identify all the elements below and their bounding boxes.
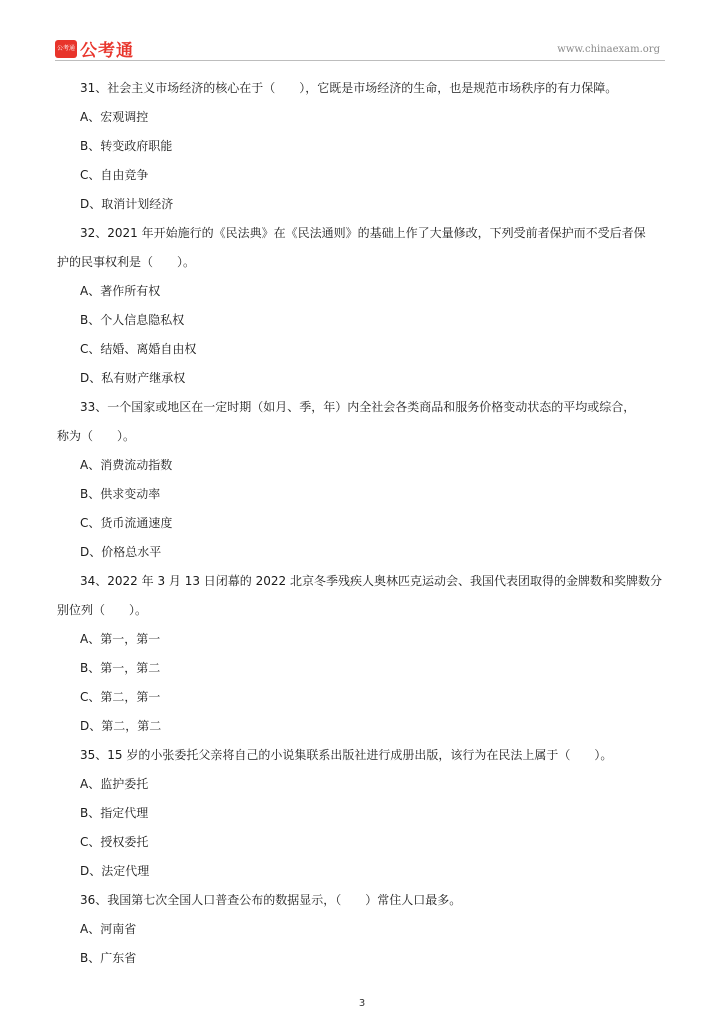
question-item bbox=[80, 886, 670, 973]
answer-option: C、授权委托 bbox=[80, 835, 149, 849]
answer-option: A、第一，第一 bbox=[80, 632, 161, 646]
answer-option: C、结婚、离婚自由权 bbox=[80, 342, 197, 356]
header-divider bbox=[55, 60, 665, 61]
answer-option: D、第二，第二 bbox=[80, 719, 162, 733]
question-stem: 33、一个国家或地区在一定时期（如月、季，年）内全社会各类商品和服务价格变动状态的平均或综合， bbox=[80, 400, 636, 414]
answer-option: A、著作所有权 bbox=[80, 284, 161, 298]
answer-option: C、货币流通速度 bbox=[80, 516, 173, 530]
page-header bbox=[0, 0, 724, 70]
question-stem: 34、2022 年 3 月 13 日闭幕的 2022 北京冬季残疾人奥林匹克运动会、我国代表团取得的金牌数和奖牌数分 bbox=[80, 574, 662, 588]
answer-option: B、广东省 bbox=[80, 951, 137, 965]
answer-option: D、取消计划经济 bbox=[80, 197, 174, 211]
answer-option: B、转变政府职能 bbox=[80, 139, 173, 153]
answer-option: A、河南省 bbox=[80, 922, 137, 936]
question-stem: 36、我国第七次全国人口普查公布的数据显示，（ ）常住人口最多。 bbox=[80, 893, 462, 907]
logo bbox=[55, 36, 134, 61]
answer-option: D、价格总水平 bbox=[80, 545, 162, 559]
question-item bbox=[57, 219, 670, 393]
question-stem-continued: 称为（ ）。 bbox=[57, 429, 136, 443]
question-item bbox=[57, 393, 670, 567]
answer-option: D、私有财产继承权 bbox=[80, 371, 186, 385]
question-item bbox=[80, 74, 670, 219]
answer-option: C、第二，第一 bbox=[80, 690, 161, 704]
answer-option: B、指定代理 bbox=[80, 806, 149, 820]
logo-badge: 公考通 bbox=[55, 40, 77, 58]
answer-option: A、消费流动指数 bbox=[80, 458, 173, 472]
question-item bbox=[57, 567, 670, 741]
answer-option: B、第一，第二 bbox=[80, 661, 161, 675]
question-stem-continued: 护的民事权利是（ ）。 bbox=[57, 255, 196, 269]
answer-option: A、监护委托 bbox=[80, 777, 149, 791]
question-stem: 31、社会主义市场经济的核心在于（ ），它既是市场经济的生命，也是规范市场秩序的有力保障。 bbox=[80, 81, 618, 95]
question-stem: 32、2021 年开始施行的《民法典》在《民法通则》的基础上作了大量修改，下列受前者保护而不受后者保 bbox=[80, 226, 646, 240]
logo-text: 公考通 bbox=[80, 41, 134, 61]
question-list bbox=[57, 74, 670, 973]
question-item bbox=[80, 741, 670, 886]
answer-option: D、法定代理 bbox=[80, 864, 150, 878]
answer-option: A、宏观调控 bbox=[80, 110, 149, 124]
page-number: 3 bbox=[358, 998, 366, 1009]
answer-option: B、个人信息隐私权 bbox=[80, 313, 185, 327]
question-stem-continued: 别位列（ ）。 bbox=[57, 603, 148, 617]
site-url[interactable]: www.chinaexam.org bbox=[557, 44, 660, 55]
question-stem: 35、15 岁的小张委托父亲将自己的小说集联系出版社进行成册出版，该行为在民法上属于（ ）。 bbox=[80, 748, 613, 762]
answer-option: C、自由竞争 bbox=[80, 168, 149, 182]
answer-option: B、供求变动率 bbox=[80, 487, 161, 501]
